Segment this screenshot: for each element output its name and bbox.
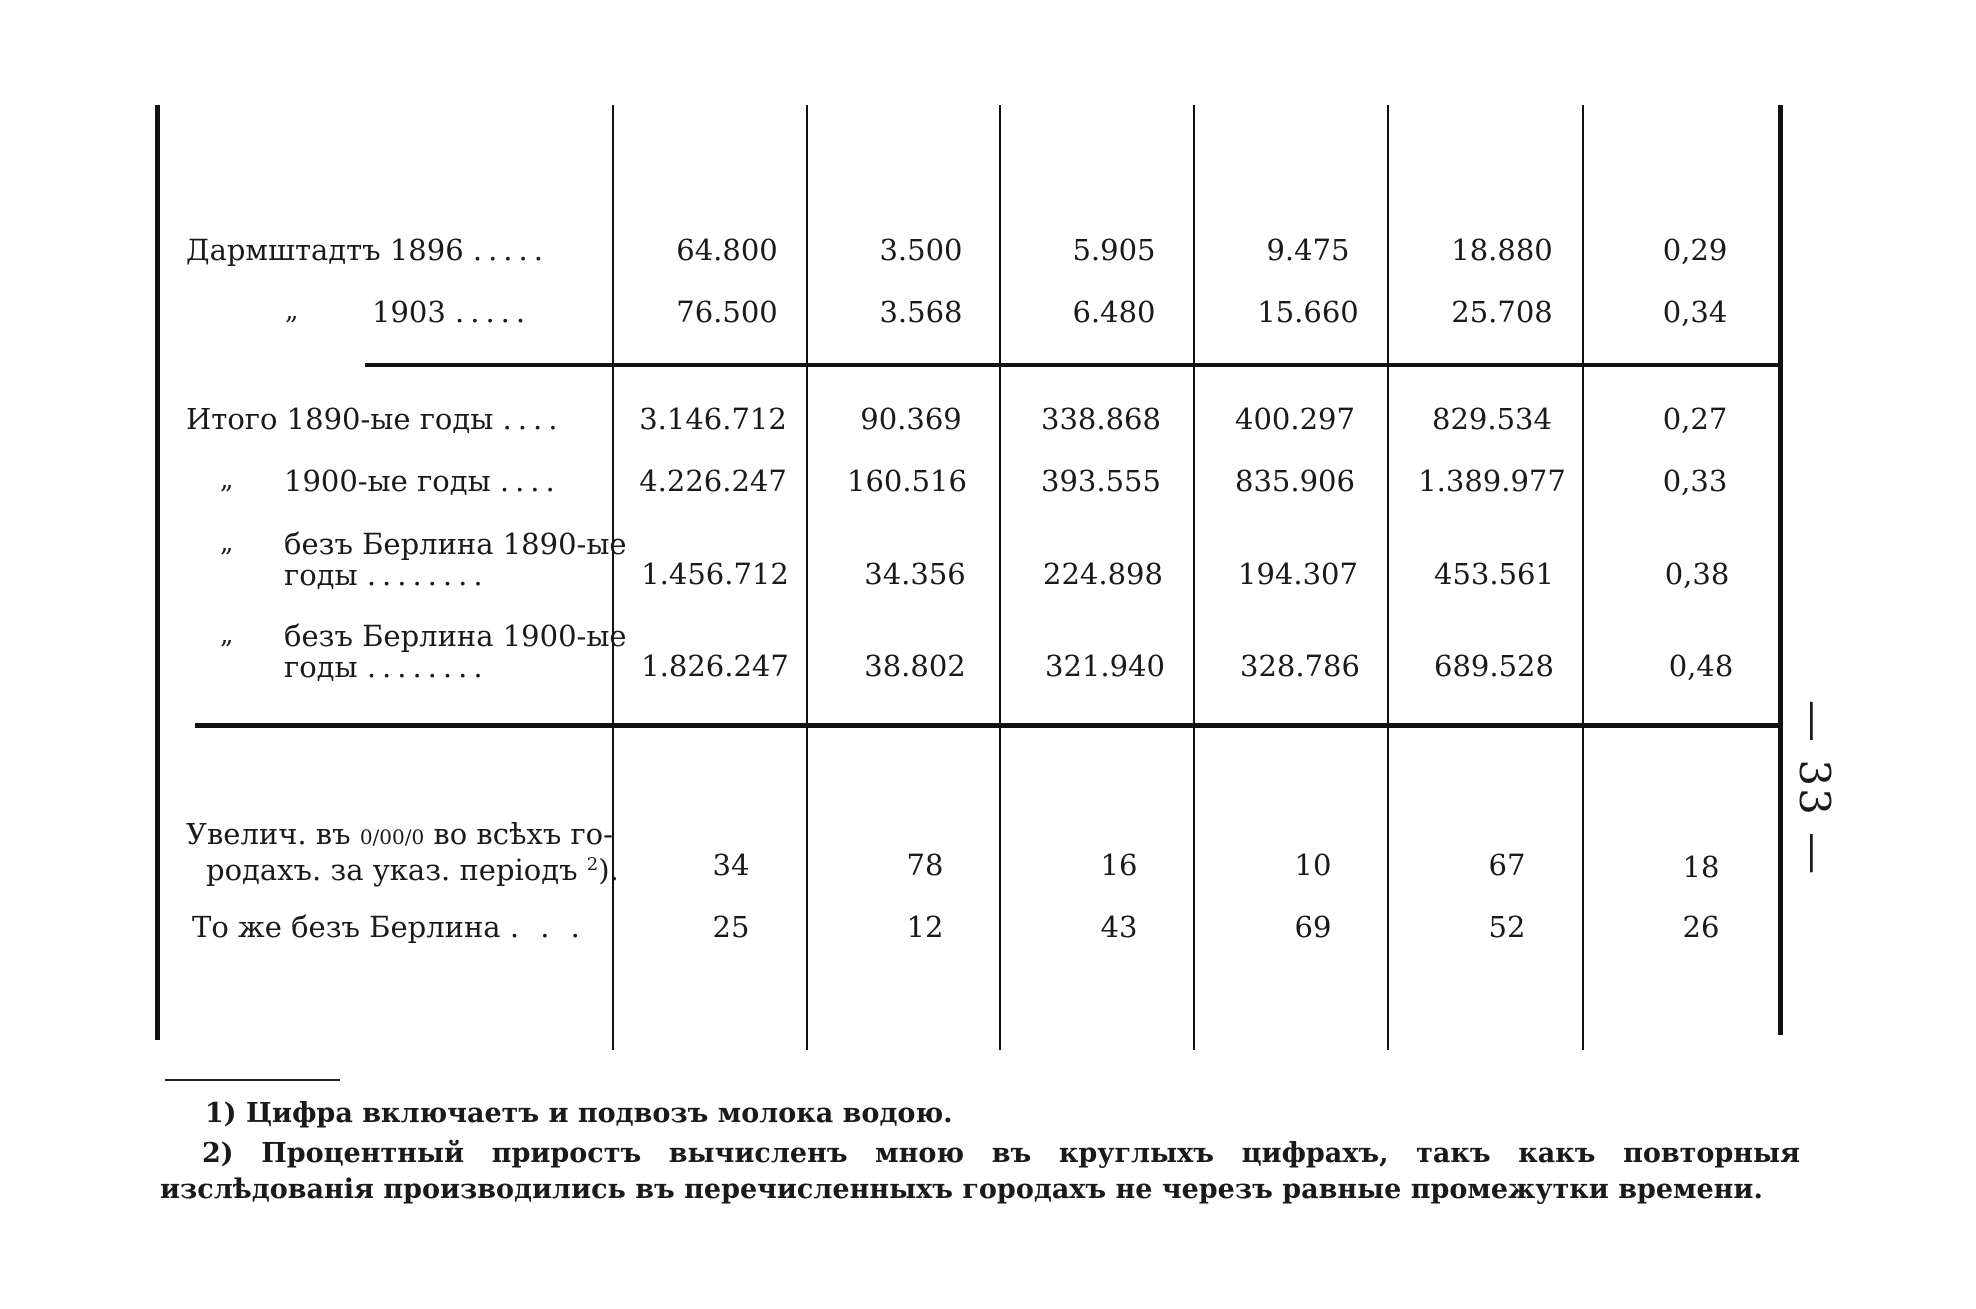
- cell: 1.826.247: [641, 649, 789, 683]
- cell: 829.534: [1432, 402, 1552, 436]
- row-label: 1903 .....: [372, 295, 532, 329]
- group-separator-rule: [195, 723, 1782, 728]
- cell: 4.226.247: [639, 464, 787, 498]
- row-label: 1900-ые годы ....: [284, 464, 561, 498]
- row-label-line2: родахъ. за указ. періодъ $^2$).: [206, 853, 619, 887]
- cell: 393.555: [1041, 464, 1161, 498]
- footnote-mark: 2): [202, 1138, 234, 1169]
- footnote-1: [205, 1096, 1845, 1132]
- column-separator: [612, 105, 614, 1050]
- footnote-ref: 2: [586, 854, 599, 875]
- cell: 689.528: [1434, 649, 1554, 683]
- cell: 3.568: [879, 295, 963, 329]
- cell: 12: [906, 910, 944, 944]
- cell: 1.456.712: [641, 557, 789, 591]
- cell: 34: [712, 848, 750, 882]
- row-label-line2: годы ........: [284, 558, 489, 592]
- cell: 26: [1682, 910, 1720, 944]
- cell: 38.802: [864, 649, 966, 683]
- cell: 3.146.712: [639, 402, 787, 436]
- cell: 0,38: [1664, 557, 1730, 591]
- cell: 25.708: [1451, 295, 1553, 329]
- cell: 453.561: [1434, 557, 1554, 591]
- row-label-line1: безъ Берлина 1890-ые: [284, 527, 627, 561]
- cell: 15.660: [1257, 295, 1359, 329]
- cell: 9.475: [1266, 233, 1350, 267]
- row-label-line2: годы ........: [284, 650, 489, 684]
- cell: 160.516: [847, 464, 967, 498]
- row-label: То же безъ Берлина . . .: [192, 910, 586, 944]
- cell: 6.480: [1072, 295, 1156, 329]
- cell: 64.800: [676, 233, 778, 267]
- cell: 3.500: [879, 233, 963, 267]
- footnote-text: Процентный приростъ вычисленъ мною въ круглыхъ цифрахъ, такъ какъ повторныя изслѣдованія производились въ перечисленныхъ городахъ не черезъ равные промежутки времени.: [160, 1138, 1800, 1205]
- table-left-border: [155, 105, 160, 1040]
- cell: 0,34: [1662, 295, 1728, 329]
- ditto-mark: „: [220, 528, 234, 558]
- row-label: Дармштадтъ 1896 .....: [186, 233, 549, 267]
- cell: 90.369: [860, 402, 962, 436]
- cell: 16: [1100, 848, 1138, 882]
- cell: 0,27: [1662, 402, 1728, 436]
- cell: 0,29: [1662, 233, 1728, 267]
- cell: 400.297: [1235, 402, 1355, 436]
- footnote-2: [160, 1136, 1800, 1208]
- cell: 835.906: [1235, 464, 1355, 498]
- cell: 18.880: [1451, 233, 1553, 267]
- footnote-rule: [165, 1079, 340, 1081]
- row-label-line1: Увелич. въ 0/00/0 во всѣхъ го-: [186, 817, 613, 851]
- ditto-mark: „: [285, 296, 299, 326]
- cell: 321.940: [1045, 649, 1165, 683]
- cell: 67: [1488, 848, 1526, 882]
- footnote-text: Цифра включаетъ и подвозъ молока водою.: [245, 1098, 953, 1129]
- cell: 224.898: [1043, 557, 1163, 591]
- cell: 43: [1100, 910, 1138, 944]
- cell: 25: [712, 910, 750, 944]
- cell: 18: [1682, 850, 1720, 884]
- ditto-mark: „: [220, 465, 234, 495]
- page-number: — 33 —: [1790, 700, 1839, 877]
- cell: 69: [1294, 910, 1332, 944]
- row-label-line1: безъ Берлина 1900-ые: [284, 619, 627, 653]
- percent-sign: 0/00/0: [359, 825, 425, 849]
- cell: 0,48: [1668, 649, 1734, 683]
- cell: 5.905: [1072, 233, 1156, 267]
- cell: 10: [1294, 848, 1332, 882]
- footnote-mark: 1): [205, 1098, 237, 1129]
- group-separator-rule: [365, 363, 1778, 367]
- cell: 194.307: [1238, 557, 1358, 591]
- row-label: Итого 1890-ые годы ....: [186, 402, 564, 436]
- cell: 1.389.977: [1418, 464, 1566, 498]
- cell: 0,33: [1662, 464, 1728, 498]
- cell: 338.868: [1041, 402, 1161, 436]
- cell: 52: [1488, 910, 1526, 944]
- cell: 78: [906, 848, 944, 882]
- ditto-mark: „: [220, 620, 234, 650]
- cell: 76.500: [676, 295, 778, 329]
- cell: 34.356: [864, 557, 966, 591]
- cell: 328.786: [1240, 649, 1360, 683]
